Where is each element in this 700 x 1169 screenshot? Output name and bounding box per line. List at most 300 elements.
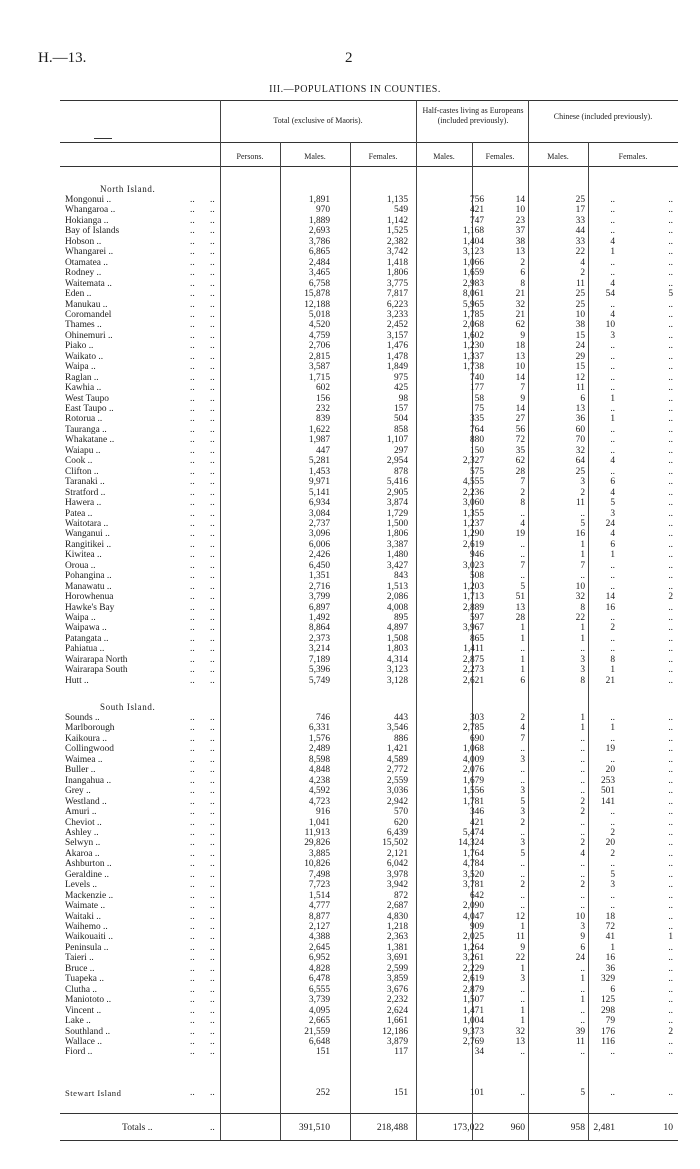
dots-2: .. — [210, 268, 215, 279]
county-name: Coromandel — [65, 309, 112, 320]
county-name: Rodney .. — [65, 268, 102, 279]
males: 3,387 — [386, 539, 408, 550]
males: 504 — [393, 414, 408, 425]
ch-females: .. — [668, 205, 673, 216]
females: 3,023 — [462, 560, 484, 571]
table-row — [60, 592, 678, 603]
dots-1: .. — [190, 456, 195, 467]
males: 4,830 — [386, 911, 408, 922]
table-row — [60, 922, 678, 933]
table-row — [60, 550, 678, 561]
hc-males: .. — [520, 984, 525, 995]
hc-females: 1 — [580, 550, 585, 561]
ch-females: .. — [668, 477, 673, 488]
ch-males: 116 — [601, 1036, 615, 1047]
county-name: Wanganui .. — [65, 529, 110, 540]
hc-females: 2 — [580, 487, 585, 498]
hc-females: .. — [580, 963, 585, 974]
dots-2: .. — [210, 226, 215, 237]
dots-1: .. — [190, 848, 195, 859]
ch-males: 20 — [605, 838, 615, 849]
females: 2,875 — [462, 654, 484, 665]
county-name: Waitaki .. — [65, 911, 101, 922]
county-name: Tuapeka .. — [65, 974, 104, 985]
ch-females: .. — [668, 362, 673, 373]
hc-males: 14 — [515, 404, 525, 414]
females: 1,738 — [462, 362, 484, 373]
hc-males: 1 — [520, 922, 525, 932]
dots-1: .. — [190, 922, 195, 932]
dots-1: .. — [190, 487, 195, 498]
females: 865 — [469, 633, 484, 644]
hc-males: 2 — [520, 257, 525, 268]
males: 3,879 — [386, 1036, 408, 1047]
hc-females: 64 — [575, 456, 585, 467]
ch-males: .. — [610, 435, 615, 446]
dots-2: .. — [210, 827, 215, 838]
persons: 1,715 — [308, 372, 330, 383]
hc-males: 6 — [520, 268, 525, 279]
hc-males: 5 — [520, 848, 525, 859]
county-name: Waimea .. — [65, 754, 103, 765]
dots-2: .. — [210, 869, 215, 880]
dots-2: .. — [210, 984, 215, 995]
dots-2: .. — [210, 744, 215, 755]
hc-females: 5 — [580, 518, 585, 529]
dots-2: .. — [210, 901, 215, 912]
hc-females: 3 — [580, 922, 585, 932]
females: 1,004 — [462, 1016, 484, 1027]
dots-1: .. — [190, 623, 195, 634]
dots-1: .. — [190, 383, 195, 394]
hc-males: 32 — [515, 299, 525, 310]
females: 1,290 — [462, 529, 484, 540]
females: 3,520 — [462, 869, 484, 880]
males: 2,624 — [386, 1005, 408, 1016]
ch-females: .. — [668, 733, 673, 744]
ch-males: 2 — [610, 827, 615, 838]
females: 2,619 — [462, 974, 484, 985]
males: 443 — [393, 713, 408, 723]
males: 98 — [398, 393, 408, 404]
hc-females: .. — [580, 754, 585, 765]
dots-1: .. — [190, 205, 195, 216]
ch-males: 5 — [610, 498, 615, 509]
ch-males: 6 — [610, 984, 615, 995]
hc-males: 1 — [520, 623, 525, 634]
females: 2,619 — [462, 539, 484, 550]
males: 3,691 — [386, 953, 408, 964]
ch-females: .. — [668, 838, 673, 849]
males: 1,135 — [386, 195, 408, 205]
county-name: Clifton .. — [65, 466, 99, 477]
hc-males: .. — [520, 995, 525, 1006]
county-name: Waihemo .. — [65, 922, 108, 932]
hc-males: .. — [520, 644, 525, 655]
females: 421 — [469, 205, 484, 216]
dots-1: .. — [190, 215, 195, 226]
persons: 839 — [315, 414, 330, 425]
ch-males: 36 — [605, 963, 615, 974]
totals-males: 218,488 — [376, 1122, 408, 1133]
persons: 1,492 — [308, 613, 330, 623]
table-row — [60, 435, 678, 446]
table-row — [60, 467, 678, 478]
hc-females: 1 — [580, 995, 585, 1006]
hc-females: 39 — [575, 1026, 585, 1037]
table-row — [60, 509, 678, 520]
females: 2,327 — [462, 456, 484, 467]
females: 1,404 — [462, 236, 484, 247]
hc-females: 22 — [575, 247, 585, 258]
persons: 6,865 — [308, 247, 330, 258]
hc-males: 3 — [520, 754, 525, 765]
header-total: Total (exclusive of Maoris). — [273, 116, 363, 125]
hc-males: .. — [520, 765, 525, 776]
table-row — [60, 1016, 678, 1027]
persons: 6,555 — [308, 984, 330, 995]
hc-females: 10 — [575, 911, 585, 922]
males: 2,905 — [386, 487, 408, 498]
females: 756 — [469, 195, 484, 205]
ch-males: .. — [610, 404, 615, 414]
ch-females: .. — [668, 953, 673, 964]
dots-2: .. — [210, 817, 215, 828]
females: 2,769 — [462, 1036, 484, 1047]
ch-females: .. — [668, 404, 673, 414]
table-row — [60, 932, 678, 943]
county-name: Horowhenua — [65, 592, 114, 603]
females: 177 — [469, 383, 484, 394]
dots-1: .. — [190, 351, 195, 362]
hc-males: .. — [520, 890, 525, 901]
county-name: Stratford .. — [65, 487, 106, 498]
table-row — [60, 964, 678, 975]
totals-ch-females: 10 — [663, 1122, 673, 1133]
table-row — [60, 331, 678, 342]
ch-females: .. — [668, 754, 673, 765]
rule-header-bottom — [60, 166, 678, 167]
males: 878 — [393, 466, 408, 477]
table-row — [60, 985, 678, 996]
hc-males: 21 — [515, 289, 525, 300]
ch-males: .. — [610, 890, 615, 901]
females: 3,967 — [462, 623, 484, 634]
persons: 1,351 — [308, 571, 330, 582]
persons: 5,141 — [308, 487, 330, 498]
persons: 3,739 — [308, 995, 330, 1006]
subheader-hc-males: Males. — [433, 152, 455, 161]
table-row — [60, 776, 678, 787]
dots-2: .. — [210, 880, 215, 891]
hc-females: 24 — [575, 341, 585, 352]
ch-males: .. — [610, 341, 615, 352]
dots-2: .. — [210, 733, 215, 744]
table-row — [60, 1006, 678, 1017]
county-name: Levels .. — [65, 880, 98, 891]
ch-males: .. — [610, 215, 615, 226]
ch-males: 1 — [610, 393, 615, 404]
females: 880 — [469, 435, 484, 446]
persons: 1,453 — [308, 466, 330, 477]
ch-females: .. — [668, 963, 673, 974]
hc-males: 3 — [520, 974, 525, 985]
dots-2: .. — [210, 435, 215, 446]
persons: 5,281 — [308, 456, 330, 467]
persons: 3,587 — [308, 362, 330, 373]
hc-females: .. — [580, 859, 585, 870]
females: 1,781 — [462, 796, 484, 807]
males: 1,381 — [386, 942, 408, 953]
ch-females: .. — [668, 633, 673, 644]
hc-females: 25 — [575, 195, 585, 205]
table-row — [60, 195, 678, 206]
males: 1,806 — [386, 268, 408, 279]
ch-males: .. — [610, 581, 615, 592]
county-name: Whangarei .. — [65, 247, 114, 258]
females: 1,230 — [462, 341, 484, 352]
dots-1: .. — [190, 963, 195, 974]
males: 895 — [393, 613, 408, 623]
hc-females: 2 — [580, 268, 585, 279]
table-row — [60, 797, 678, 808]
dots-1: .. — [190, 754, 195, 765]
hc-females: 4 — [580, 257, 585, 268]
persons: 5,396 — [308, 665, 330, 676]
county-name: Waipa .. — [65, 613, 96, 623]
table-row — [60, 807, 678, 818]
hc-males: 11 — [515, 932, 525, 943]
table-row — [60, 713, 678, 724]
ch-females: .. — [668, 424, 673, 435]
table-row — [60, 1037, 678, 1048]
males: 2,382 — [386, 236, 408, 247]
table-row — [60, 644, 678, 655]
females: 3,261 — [462, 953, 484, 964]
females: 58 — [474, 393, 484, 404]
dots-1: .. — [190, 404, 195, 414]
males: 620 — [393, 817, 408, 828]
county-name: Waitotara .. — [65, 518, 109, 529]
persons: 4,520 — [308, 320, 330, 331]
ch-males: 1 — [610, 942, 615, 953]
hc-females: .. — [580, 508, 585, 519]
ch-males: 72 — [605, 922, 615, 932]
dots-2: .. — [210, 932, 215, 943]
ch-females: .. — [668, 268, 673, 279]
hc-females: 22 — [575, 613, 585, 623]
males: 3,036 — [386, 786, 408, 797]
dots-1: .. — [190, 236, 195, 247]
persons: 6,648 — [308, 1036, 330, 1047]
table-row — [60, 582, 678, 593]
dots-1: .. — [190, 807, 195, 818]
males: 1,218 — [386, 922, 408, 932]
hc-females: 33 — [575, 236, 585, 247]
ch-females: .. — [668, 529, 673, 540]
dots-2: .. — [210, 278, 215, 289]
dots-1: .. — [190, 414, 195, 425]
males: 975 — [393, 372, 408, 383]
hc-females: 1 — [580, 974, 585, 985]
ch-males: 19 — [605, 744, 615, 755]
county-name: Whakatane .. — [65, 435, 115, 446]
county-name: Thames .. — [65, 320, 102, 331]
hc-females: 11 — [575, 383, 585, 394]
county-name: Hokianga .. — [65, 215, 109, 226]
county-name: Selwyn .. — [65, 838, 101, 849]
hc-males: .. — [520, 571, 525, 582]
county-name: Waipa .. — [65, 362, 96, 373]
males: 3,123 — [386, 665, 408, 676]
table-row — [60, 289, 678, 300]
hc-females: 13 — [575, 404, 585, 414]
females: 1,659 — [462, 268, 484, 279]
ch-females: .. — [668, 602, 673, 613]
dots-2: .. — [210, 560, 215, 571]
dots-2: .. — [210, 289, 215, 300]
dots-2: .. — [210, 796, 215, 807]
dots-2: .. — [210, 775, 215, 786]
table-row — [60, 571, 678, 582]
dots-2: .. — [210, 675, 215, 686]
females: 2,785 — [462, 723, 484, 734]
ch-females: .. — [668, 487, 673, 498]
subheader-ch-females: Females. — [618, 152, 648, 161]
ch-females: .. — [668, 786, 673, 797]
persons: 6,897 — [308, 602, 330, 613]
dots-2: .. — [210, 613, 215, 623]
ch-females: .. — [668, 309, 673, 320]
ch-females: .. — [668, 247, 673, 258]
dots-1: .. — [190, 713, 195, 723]
hc-females: 2 — [580, 880, 585, 891]
persons: 2,815 — [308, 351, 330, 362]
hc-females: .. — [580, 984, 585, 995]
header-chinese: Chinese (included previously). — [553, 112, 653, 121]
ch-males: 4 — [610, 529, 615, 540]
persons: 7,189 — [308, 654, 330, 665]
dots-2: .. — [210, 807, 215, 818]
table-row — [60, 828, 678, 839]
table-row — [60, 943, 678, 954]
hc-females: 2 — [580, 838, 585, 849]
hc-males: 62 — [515, 456, 525, 467]
persons: 970 — [315, 205, 330, 216]
ch-females: .. — [668, 581, 673, 592]
ch-males: 20 — [605, 765, 615, 776]
persons: 4,723 — [308, 796, 330, 807]
county-name: Bay of Islands — [65, 226, 120, 237]
hc-females: 1 — [580, 623, 585, 634]
table-row — [60, 723, 678, 734]
persons: 6,934 — [308, 498, 330, 509]
females: 1,411 — [463, 644, 484, 655]
ch-females: .. — [668, 744, 673, 755]
dots-2: .. — [210, 195, 215, 205]
table-row — [60, 676, 678, 687]
hc-males: .. — [520, 508, 525, 519]
ch-females: .. — [668, 775, 673, 786]
table-row — [60, 1047, 678, 1058]
hc-males: 13 — [515, 1036, 525, 1047]
county-name: Whangaroa .. — [65, 205, 116, 216]
persons: 1,889 — [308, 215, 330, 226]
hc-females: .. — [580, 869, 585, 880]
hc-males: 7 — [520, 733, 525, 744]
ch-males: .. — [610, 807, 615, 818]
county-name: Eden .. — [65, 289, 92, 300]
dots-1: .. — [190, 744, 195, 755]
persons: 6,006 — [308, 539, 330, 550]
dots-2: .. — [210, 320, 215, 331]
dots-2: .. — [210, 963, 215, 974]
dots-2: .. — [210, 654, 215, 665]
dots-1: .. — [190, 786, 195, 797]
table-row — [60, 838, 678, 849]
persons: 2,484 — [308, 257, 330, 268]
hc-females: 8 — [580, 602, 585, 613]
dots-1: .. — [190, 890, 195, 901]
table-row — [60, 205, 678, 216]
dots-1: .. — [190, 901, 195, 912]
females: 421 — [469, 817, 484, 828]
persons: 4,388 — [308, 932, 330, 943]
hc-males: 56 — [515, 424, 525, 435]
hc-males: 1 — [520, 963, 525, 974]
hc-males: 2 — [520, 713, 525, 723]
page-ref: H.—13. — [38, 50, 87, 66]
table-row — [60, 891, 678, 902]
males: 3,942 — [386, 880, 408, 891]
dots-2: .. — [210, 550, 215, 561]
persons: 2,737 — [308, 518, 330, 529]
table-row — [60, 352, 678, 363]
females: 2,068 — [462, 320, 484, 331]
dots-2: .. — [210, 1088, 215, 1098]
hc-males: .. — [520, 744, 525, 755]
table-row — [60, 383, 678, 394]
dots-2: .. — [210, 571, 215, 582]
persons: 1,576 — [308, 733, 330, 744]
males: 2,687 — [386, 901, 408, 912]
dots-2: .. — [210, 1036, 215, 1047]
females: 14,324 — [458, 838, 484, 849]
county-name: Waitemata .. — [65, 278, 112, 289]
females: 575 — [469, 466, 484, 477]
hc-males: 1 — [520, 665, 525, 676]
persons: 4,592 — [308, 786, 330, 797]
table-row — [60, 849, 678, 860]
subheader-males: Males. — [304, 152, 326, 161]
ch-males: 21 — [605, 675, 615, 686]
males: 2,452 — [386, 320, 408, 331]
dots-2: .. — [210, 602, 215, 613]
hc-males: 12 — [515, 911, 525, 922]
table-row — [60, 341, 678, 352]
subheader-ch-males: Males. — [547, 152, 569, 161]
ch-males: 8 — [610, 654, 615, 665]
hc-males: 14 — [515, 195, 525, 205]
hc-males: 13 — [515, 247, 525, 258]
females: 2,076 — [462, 765, 484, 776]
ch-females: .. — [668, 414, 673, 425]
males: 570 — [393, 807, 408, 818]
females: 1,602 — [462, 330, 484, 341]
dots-1: .. — [190, 560, 195, 571]
persons: 1,987 — [308, 435, 330, 446]
females: 690 — [469, 733, 484, 744]
